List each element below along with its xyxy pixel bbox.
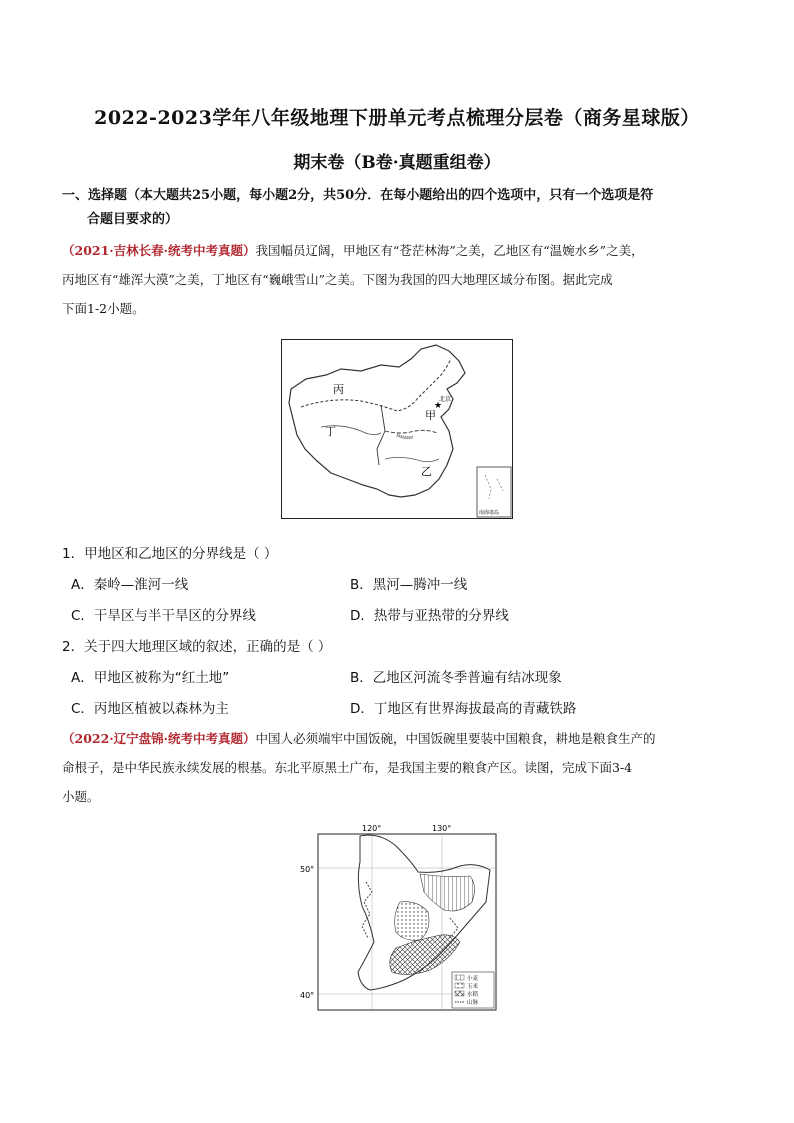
legend-item: 山脉 <box>467 1000 479 1006</box>
q2-option-b[interactable]: B．乙地区河流冬季普遍有结冰现象 <box>350 670 562 686</box>
region-label-yi: 乙 <box>421 465 432 478</box>
lat-label: 50° <box>300 865 315 874</box>
q1-option-d[interactable]: D．热带与亚热带的分界线 <box>350 608 509 624</box>
region-label-bing: 丙 <box>333 383 344 396</box>
q2-option-c[interactable]: C．丙地区植被以森林为主 <box>71 701 229 717</box>
legend-item: 玉米 <box>467 984 479 990</box>
passage-text: 丙地区有“雄浑大漠”之美，丁地区有“巍峨雪山”之美。下图为我国的四大地理区域分布图。据此完成 <box>62 272 613 287</box>
inset-label: 南海诸岛 <box>479 510 500 516</box>
question-2-stem: 2．关于四大地理区域的叙述，正确的是（ ） <box>62 639 332 655</box>
passage-2 <box>62 724 732 811</box>
passage-text: 命根子，是中华民族永续发展的根基。东北平原黑土广布，是我国主要的粮食产区。读图，完成下面3-4 <box>62 760 633 775</box>
passage-1 <box>62 236 732 323</box>
capital-label: 北京 <box>439 396 452 403</box>
q2-option-a[interactable]: A．甲地区被称为“红土地” <box>71 670 230 686</box>
passage-text: 我国幅员辽阔，甲地区有“苍茫林海”之美，乙地区有“温婉水乡”之美， <box>255 243 644 258</box>
q1-option-b[interactable]: B．黑河—腾冲一线 <box>350 577 468 593</box>
section-line-2: 合题目要求的） <box>87 212 179 227</box>
legend-item: 小麦 <box>467 976 479 982</box>
passage-text: 下面1-2小题。 <box>62 301 145 316</box>
passage-text: 中国人必须端牢中国饭碗，中国饭碗里要装中国粮食，耕地是粮食生产的 <box>255 731 656 746</box>
section-heading <box>62 184 732 232</box>
q1-option-c[interactable]: C．干旱区与半干旱区的分界线 <box>71 608 256 624</box>
page-title: 2022-2023学年八年级地理下册单元考点梳理分层卷（商务星球版） <box>94 107 700 129</box>
question-1-stem: 1．甲地区和乙地区的分界线是（ ） <box>62 546 278 562</box>
region-label-jia: 甲 <box>425 409 436 422</box>
lon-label: 120° <box>362 824 382 833</box>
source-tag: （2022·辽宁盘锦·统考中考真题） <box>62 731 256 746</box>
lon-label: 130° <box>432 824 452 833</box>
passage-text: 小题。 <box>62 789 100 804</box>
q1-option-a[interactable]: A．秦岭—淮河一线 <box>71 577 189 593</box>
source-tag: （2021·吉林长春·统考中考真题） <box>62 243 256 258</box>
china-regions-map <box>281 339 513 519</box>
section-line-1: 一、选择题（本大题共25小题，每小题2分，共50分．在每小题给出的四个选项中，只有一个选项是符 <box>62 188 654 203</box>
capital-star-icon: ★ <box>434 401 443 411</box>
page-subtitle: 期末卷（B卷·真题重组卷） <box>293 153 501 173</box>
legend-item: 水稻 <box>467 992 479 998</box>
northeast-crops-map <box>300 822 498 1012</box>
region-label-ding: 丁 <box>325 425 336 438</box>
lat-label: 40° <box>300 991 315 1000</box>
q2-option-d[interactable]: D．丁地区有世界海拔最高的青藏铁路 <box>350 701 577 717</box>
